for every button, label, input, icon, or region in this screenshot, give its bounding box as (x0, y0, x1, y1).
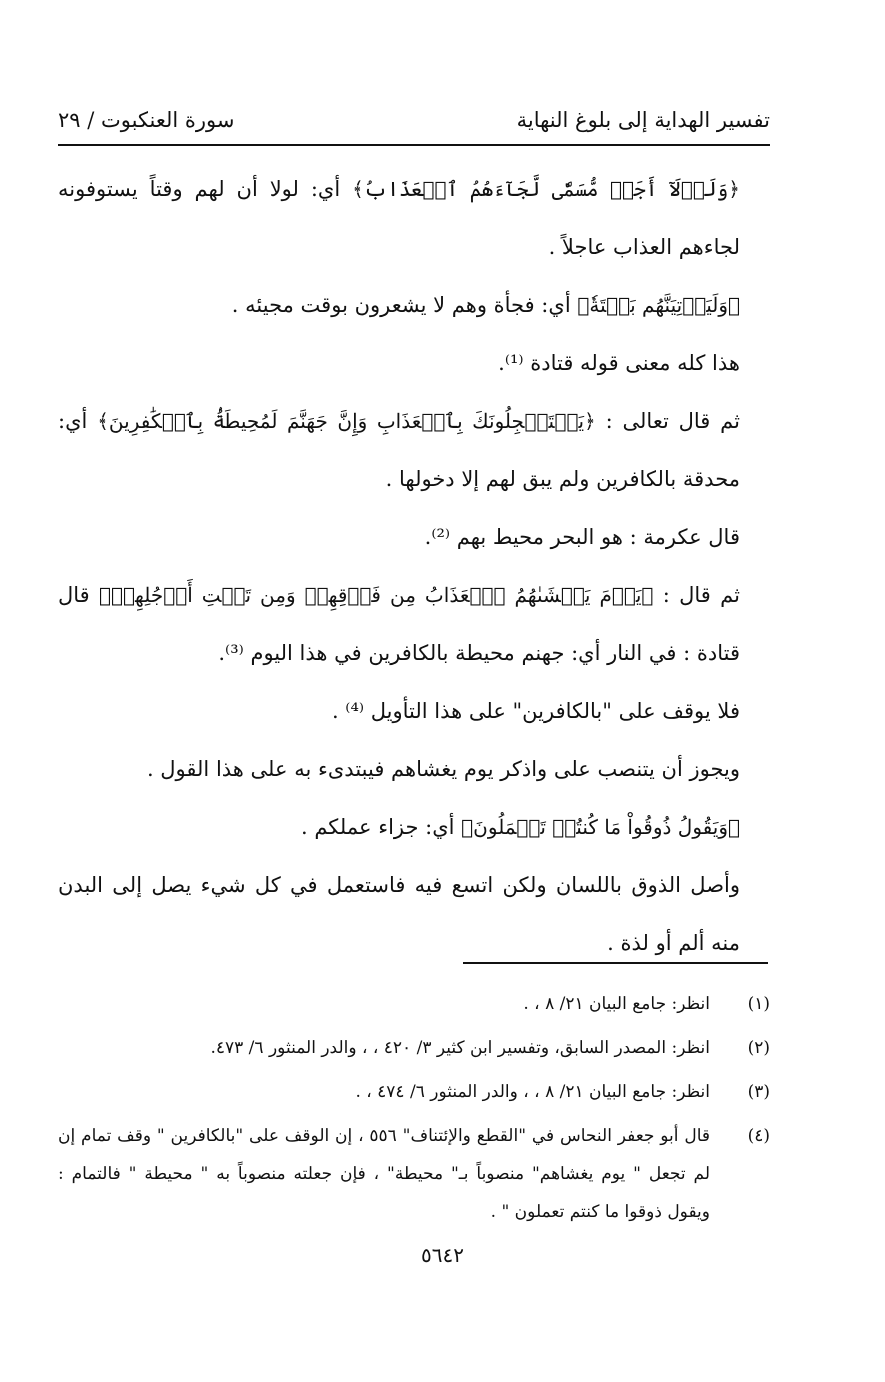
surah-reference: سورة العنكبوت / ٢٩ (58, 108, 235, 132)
paragraph-text: ويجوز أن يتنصب على واذكر يوم يغشاهم فيبتدىء به على هذا القول . (146, 757, 740, 781)
footnote (58, 1117, 770, 1231)
footnotes (58, 985, 770, 1237)
paragraph-text: أي: لولا أن لهم وقتاً يستوفونه لجاءهم العذاب عاجلاً . (58, 177, 740, 259)
quran-verse: ﴿يَوۡمَ يَغۡشَىٰهُمُ ٱلۡعَذَابُ مِن فَوۡقِهِمۡ وَمِن تَحۡتِ أَرۡجُلِهِمۡ﴾ (99, 583, 654, 607)
footnote-number: (٤) (747, 1126, 770, 1146)
footnote-divider (463, 962, 768, 964)
footnote-number: (١) (747, 994, 770, 1014)
paragraph (58, 508, 770, 566)
footnote-text: انظر: جامع البيان ٢١/ ٨ ، . (523, 994, 710, 1014)
footnote (58, 1073, 770, 1111)
paragraph-text: وأصل الذوق باللسان ولكن اتسع فيه فاستعمل في كل شيء يصل إلى البدن منه ألم أو لذة . (58, 873, 740, 955)
paragraph (58, 856, 770, 972)
footnote-number: (٢) (747, 1038, 770, 1058)
paragraph-prefix: ثم قال تعالى : (595, 409, 740, 433)
paragraph (58, 392, 770, 508)
quran-verse: ﴿وَلَيَأۡتِيَنَّهُم بَغۡتَةٗ﴾ (577, 293, 740, 317)
quran-verse: ﴿يَسۡتَعۡجِلُونَكَ بِٱلۡعَذَابِ وَإِنَّ جَهَنَّمَ لَمُحِيطَةُۢ بِٱلۡكَٰفِرِينَ﴾ (97, 409, 596, 433)
paragraph-text: أي: جزاء عملكم . (300, 815, 462, 839)
paragraph-prefix: ثم قال : (653, 583, 740, 607)
paragraph-text: هذا كله معنى قوله قتادة ⁽¹⁾. (498, 351, 740, 375)
paragraph (58, 334, 770, 392)
paragraph (58, 566, 770, 682)
main-text (58, 160, 770, 972)
footnote-number: (٣) (747, 1082, 770, 1102)
paragraph (58, 740, 770, 798)
running-header (58, 92, 770, 132)
quran-verse: ﴿وَيَقُولُ ذُوقُواْ مَا كُنتُمۡ تَعۡمَلُونَ﴾ (461, 815, 740, 839)
footnote-text: قال أبو جعفر النحاس في "القطع والإئتناف" ٥٥٦ ، إن الوقف على "بالكافرين " وقف تمام إن لم تجعل " يوم يغشاهم" منصوباً بـ" محيطة" ، فإن جعلته منصوباً به " محيطة " فالتمام : ويقول ذوقوا ما كنتم تعملون " . (58, 1126, 710, 1222)
quran-verse: ﴿وَلَوۡلَآ أَجَلٞ مُّسَمّٗى لَّجَآءَهُمُ ٱلۡعَذَابُ﴾ (352, 177, 740, 201)
footnote (58, 1029, 770, 1067)
page-number: ٥٦٤٢ (421, 1243, 464, 1267)
paragraph-text: قال عكرمة : هو البحر محيط بهم ⁽²⁾. (424, 525, 740, 549)
paragraph-text: أي: فجأة وهم لا يشعرون بوقت مجيئه . (231, 293, 578, 317)
footnote-text: انظر: المصدر السابق، وتفسير ابن كثير ٣/ ٤٢٠ ، ، والدر المنثور ٦/ ٤٧٣. (210, 1038, 710, 1058)
footnote-text: انظر: جامع البيان ٢١/ ٨ ، ، والدر المنثور ٦/ ٤٧٤ ، . (355, 1082, 710, 1102)
footnote (58, 985, 770, 1023)
paragraph (58, 160, 770, 276)
paragraph (58, 798, 770, 856)
header-divider (58, 144, 770, 146)
paragraph-text: فلا يوقف على "بالكافرين" على هذا التأويل ⁽⁴⁾ . (331, 699, 740, 723)
paragraph (58, 682, 770, 740)
paragraph-text: قال قتادة : في النار أي: جهنم محيطة بالكافرين في هذا اليوم ⁽³⁾. (58, 583, 740, 665)
paragraph (58, 276, 770, 334)
book-title: تفسير الهداية إلى بلوغ النهاية (516, 108, 770, 132)
paragraph-text: أي: محدقة بالكافرين ولم يبق لهم إلا دخولها . (58, 409, 740, 491)
